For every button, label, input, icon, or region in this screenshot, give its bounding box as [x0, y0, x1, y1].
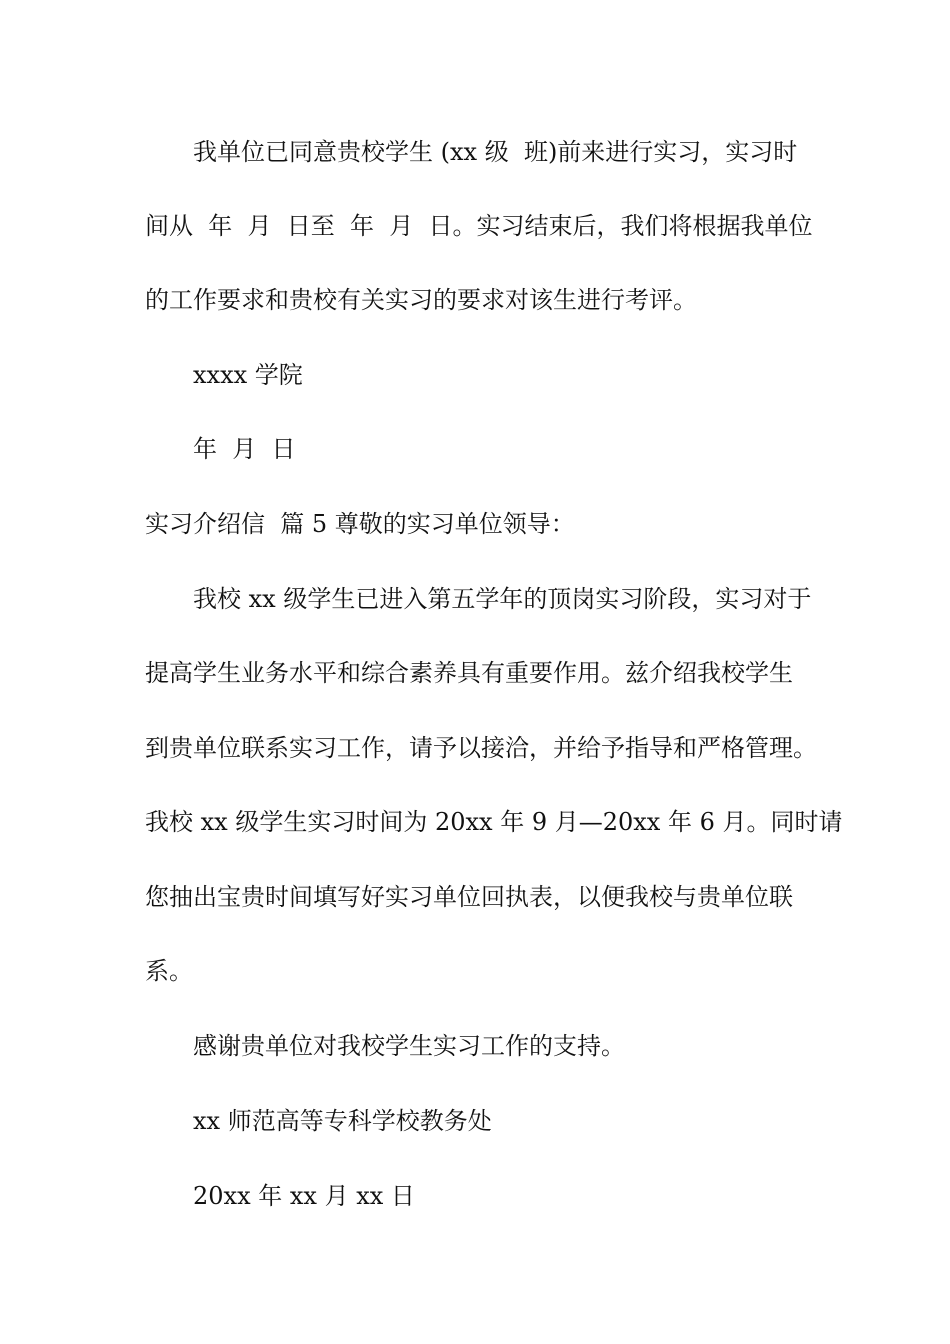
section-heading: 实习介绍信 篇 5 尊敬的实习单位领导：	[145, 510, 575, 538]
paragraph-line: 的工作要求和贵校有关实习的要求对该生进行考评。	[145, 286, 697, 314]
paragraph-line: 到贵单位联系实习工作，请予以接洽，并给予指导和严格管理。	[145, 734, 817, 762]
thanks-line: 感谢贵单位对我校学生实习工作的支持。	[193, 1032, 625, 1060]
paragraph-line: 我校 xx 级学生实习时间为 20xx 年 9 月—20xx 年 6 月。同时请	[145, 808, 843, 836]
paragraph-line: 我单位已同意贵校学生 (xx 级 班)前来进行实习，实习时	[193, 138, 798, 166]
signature-school: xxxx 学院	[193, 361, 303, 389]
paragraph-line: 您抽出宝贵时间填写好实习单位回执表，以便我校与贵单位联	[145, 883, 793, 911]
signature-date: 年 月 日	[193, 435, 296, 463]
paragraph-line: 间从 年 月 日至 年 月 日。实习结束后，我们将根据我单位	[145, 212, 813, 240]
paragraph-line: 系。	[145, 957, 193, 985]
signature-office: xx 师范高等专科学校教务处	[193, 1107, 492, 1135]
paragraph-line: 我校 xx 级学生已进入第五学年的顶岗实习阶段，实习对于	[193, 585, 812, 613]
signature-date: 20xx 年 xx 月 xx 日	[193, 1182, 415, 1210]
paragraph-line: 提高学生业务水平和综合素养具有重要作用。兹介绍我校学生	[145, 659, 793, 687]
